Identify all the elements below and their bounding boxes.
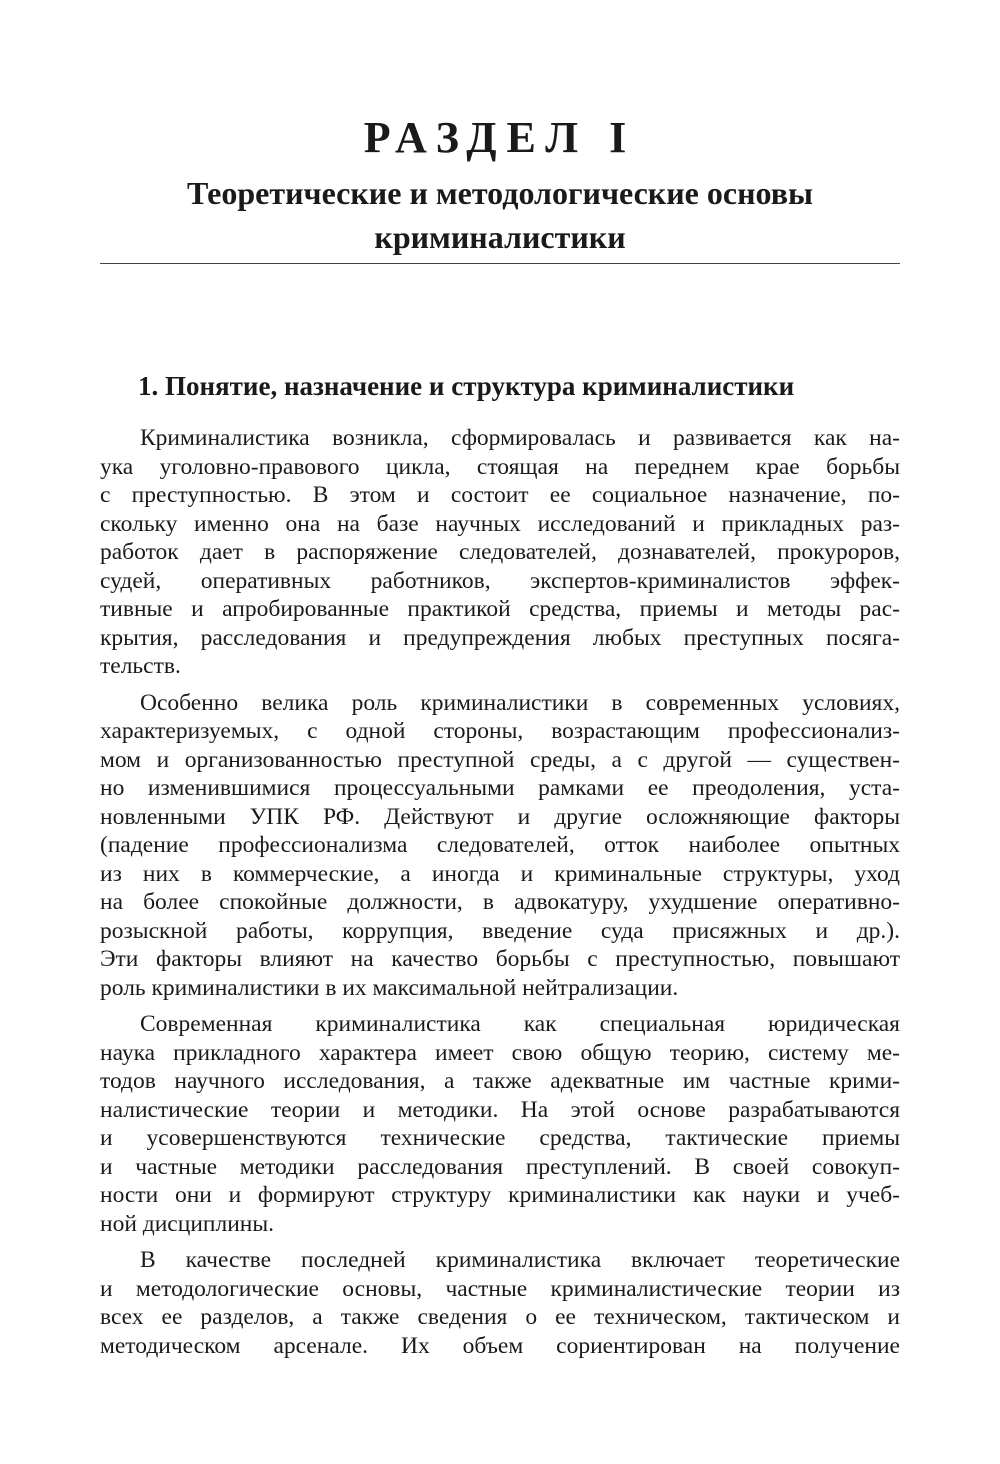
body-paragraph: [100, 1246, 900, 1360]
text-line: ной дисциплины.: [100, 1210, 275, 1237]
text-line: работок дает в распоряжение следователей, дознавателей, прокуроров,: [100, 539, 900, 565]
body-paragraph: [100, 1010, 900, 1238]
text-line: В качестве последней криминалистика включает теоретические: [140, 1247, 900, 1273]
text-line: Эти факторы влияют на качество борьбы с преступностью, повышают: [100, 946, 900, 972]
text-line: всех ее разделов, а также сведения о ее техническом, тактическом и: [100, 1304, 900, 1330]
text-line: скольку именно она на базе научных исследований и прикладных раз-: [100, 510, 900, 537]
body-text: [100, 424, 900, 1368]
text-line: ука уголовно-правового цикла, стоящая на переднем крае борьбы: [100, 453, 900, 480]
text-line: характеризуемых, с одной стороны, возрастающим профессионализ-: [100, 718, 900, 744]
text-line: тельств.: [100, 653, 181, 679]
text-line: Криминалистика возникла, сформировалась и развивается как на-: [140, 425, 900, 451]
text-line: но изменившимися процессуальными рамками ее преодоления, уста-: [100, 775, 900, 801]
text-line: крытия, расследования и предупреждения любых преступных посяга-: [100, 624, 900, 651]
text-line: новленными УПК РФ. Действуют и другие осложняющие факторы: [100, 803, 900, 830]
text-line: ности они и формируют структуру криминалистики как науки и учеб-: [100, 1182, 900, 1208]
text-line: наука прикладного характера имеет свою общую теорию, систему ме-: [100, 1039, 900, 1066]
text-line: и частные методики расследования преступлений. В своей совокуп-: [100, 1153, 900, 1180]
text-line: судей, оперативных работников, экспертов-криминалистов эффек-: [100, 567, 900, 594]
text-line: налистические теории и методики. На этой основе разрабатываются: [100, 1096, 900, 1123]
text-line: с преступностью. В этом и состоит ее социальное назначение, по-: [100, 482, 900, 508]
text-line: мом и организованностью преступной среды, а с другой — существен-: [100, 746, 900, 773]
text-line: из них в коммерческие, а иногда и криминальные структуры, уход: [100, 860, 900, 887]
text-line: на более спокойные должности, в адвокатуру, ухудшение оперативно-: [100, 889, 900, 915]
text-line: методическом арсенале. Их объем сориентирован на получение: [100, 1332, 900, 1359]
section-heading: 1. Понятие, назначение и структура криминалистики: [138, 371, 795, 401]
text-line: тодов научного исследования, а также адекватные им частные крими-: [100, 1068, 900, 1094]
body-paragraph: [100, 689, 900, 1003]
text-line: и методологические основы, частные криминалистические теории из: [100, 1275, 900, 1302]
part-title-line: Теоретические и методологические основы: [187, 175, 813, 211]
text-line: розыскной работы, коррупция, введение суда присяжных и др.).: [100, 917, 900, 944]
part-title-line: криминалистики: [374, 219, 626, 255]
text-line: Особенно велика роль криминалистики в современных условиях,: [140, 689, 900, 716]
text-line: тивные и апробированные практикой средства, приемы и методы рас-: [100, 596, 900, 622]
text-line: роль криминалистики в их максимальной нейтрализации.: [100, 974, 679, 1001]
text-line: (падение профессионализма следователей, отток наиболее опытных: [100, 832, 900, 858]
part-title: [100, 171, 900, 259]
text-line: и усовершенствуются технические средства, тактические приемы: [100, 1125, 900, 1151]
body-paragraph: [100, 424, 900, 681]
title-divider: [100, 263, 900, 264]
text-line: Современная криминалистика как специальная юридическая: [140, 1011, 900, 1037]
part-label: РАЗДЕЛ I: [363, 113, 637, 162]
